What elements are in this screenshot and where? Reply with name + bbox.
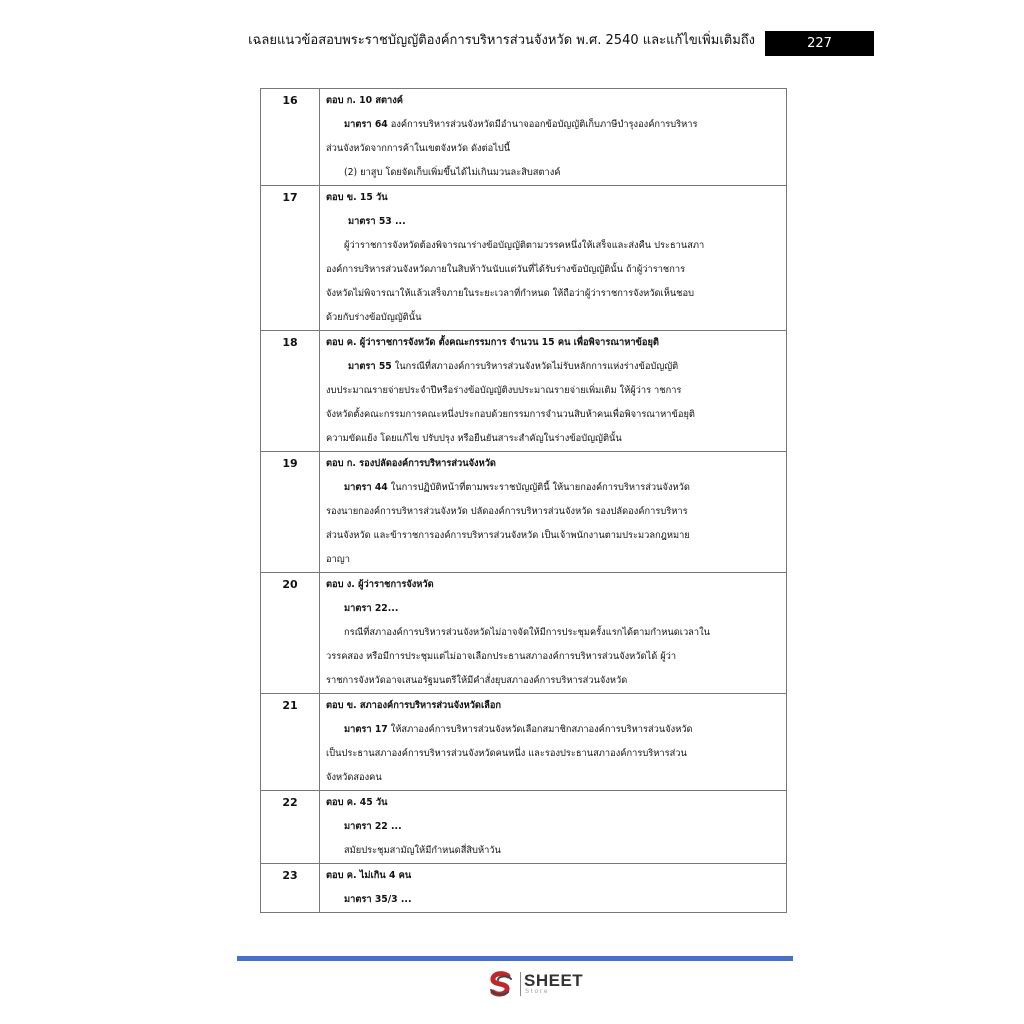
answer-explanation — [320, 186, 787, 331]
explanation-line — [326, 403, 780, 427]
answer-line — [326, 89, 780, 113]
answer-row — [261, 89, 787, 186]
answer-explanation — [320, 791, 787, 864]
answer-line — [326, 864, 780, 888]
line-text: เป็นประธานสภาองค์การบริหารส่วนจังหวัดคนหนึ่ง และรองประธานสภาองค์การบริหารส่วน — [326, 748, 687, 759]
explanation-line — [326, 742, 780, 766]
line-text: อาญา — [326, 554, 350, 565]
line-text: องค์การบริหารส่วนจังหวัดภายในสิบห้าวันนับแต่วันที่ได้รับร่างข้อบัญญัตินั้น ถ้าผู้ว่าราชการ — [326, 264, 686, 275]
explanation-line — [326, 500, 780, 524]
logo-subtext: Store — [525, 989, 550, 995]
explanation-line — [326, 669, 780, 693]
answer-row — [261, 331, 787, 452]
answer-row — [261, 186, 787, 331]
explanation-line — [326, 355, 780, 379]
section-reference: มาตรา 44 — [344, 482, 388, 493]
line-text: จังหวัดตั้งคณะกรรมการคณะหนึ่งประกอบด้วยกรรมการจำนวนสิบห้าคนเพื่อพิจารณาหาข้อยุติ — [326, 409, 695, 420]
line-text: ส่วนจังหวัดจากการค้าในเขตจังหวัด ดังต่อไปนี้ — [326, 143, 511, 154]
explanation-line — [326, 597, 780, 621]
answer-row — [261, 694, 787, 791]
page-header-title: เฉลยแนวข้อสอบพระราชบัญญัติองค์การบริหารส่วนจังหวัด พ.ศ. 2540 และแก้ไขเพิ่มเติมถึง — [248, 33, 755, 48]
answer-line — [326, 791, 780, 815]
question-number: 17 — [261, 186, 320, 331]
section-reference: มาตรา 55 — [348, 361, 392, 372]
explanation-line — [326, 815, 780, 839]
answer-explanation — [320, 452, 787, 573]
explanation-line — [326, 839, 780, 863]
line-text: กรณีที่สภาองค์การบริหารส่วนจังหวัดไม่อาจจัดให้มีการประชุมครั้งแรกได้ตามกำหนดเวลาใน — [344, 627, 710, 638]
line-text: ตอบ ข. 15 วัน — [326, 192, 388, 203]
logo-separator — [520, 972, 521, 996]
explanation-line — [326, 234, 780, 258]
explanation-line — [326, 888, 780, 912]
section-reference: มาตรา 53 ... — [348, 216, 406, 227]
explanation-line — [326, 137, 780, 161]
answer-line — [326, 694, 780, 718]
line-text: ตอบ ค. ผู้ว่าราชการจังหวัด ตั้งคณะกรรมการ จำนวน 15 คน เพื่อพิจารณาหาข้อยุติ — [326, 337, 659, 348]
line-text: ตอบ ก. 10 สตางค์ — [326, 95, 404, 106]
explanation-line — [326, 645, 780, 669]
question-number: 20 — [261, 573, 320, 694]
line-text: สมัยประชุมสามัญให้มีกำหนดสี่สิบห้าวัน — [344, 845, 501, 856]
line-text: ตอบ ก. รองปลัดองค์การบริหารส่วนจังหวัด — [326, 458, 496, 469]
line-text: ส่วนจังหวัด และข้าราชการองค์การบริหารส่วนจังหวัด เป็นเจ้าพนักงานตามประมวลกฎหมาย — [326, 530, 690, 541]
line-text: ด้วยกับร่างข้อบัญญัตินั้น — [326, 312, 422, 323]
section-reference: มาตรา 22... — [344, 603, 399, 614]
question-number: 23 — [261, 864, 320, 913]
explanation-line — [326, 258, 780, 282]
line-text: ตอบ ค. 45 วัน — [326, 797, 388, 808]
answer-line — [326, 452, 780, 476]
question-number: 18 — [261, 331, 320, 452]
question-number: 21 — [261, 694, 320, 791]
answer-explanation — [320, 331, 787, 452]
line-text: ตอบ ค. ไม่เกิน 4 คน — [326, 870, 412, 881]
line-text: ตอบ ข. สภาองค์การบริหารส่วนจังหวัดเลือก — [326, 700, 502, 711]
section-reference: มาตรา 64 — [344, 119, 388, 130]
line-text: รองนายกองค์การบริหารส่วนจังหวัด ปลัดองค์การบริหารส่วนจังหวัด รองปลัดองค์การบริหาร — [326, 506, 688, 517]
explanation-line — [326, 210, 780, 234]
answer-row — [261, 791, 787, 864]
question-number: 19 — [261, 452, 320, 573]
line-text: ผู้ว่าราชการจังหวัดต้องพิจารณาร่างข้อบัญญัติตามวรรคหนึ่งให้เสร็จและส่งคืน ประธานสภา — [344, 240, 705, 251]
question-number: 16 — [261, 89, 320, 186]
line-text: ตอบ ง. ผู้ว่าราชการจังหวัด — [326, 579, 434, 590]
question-number: 22 — [261, 791, 320, 864]
answer-table — [260, 88, 787, 913]
explanation-line — [326, 524, 780, 548]
answer-explanation — [320, 89, 787, 186]
line-text: ในการปฏิบัติหน้าที่ตามพระราชบัญญัตินี้ ให้นายกองค์การบริหารส่วนจังหวัด — [387, 482, 690, 493]
line-text: จังหวัดไม่พิจารณาให้แล้วเสร็จภายในระยะเวลาที่กำหนด ให้ถือว่าผู้ว่าราชการจังหวัดเห็นชอบ — [326, 288, 694, 299]
explanation-line — [326, 306, 780, 330]
line-text: งบประมาณรายจ่ายประจำปีหรือร่างข้อบัญญัติงบประมาณรายจ่ายเพิ่มเติม ให้ผู้ว่าร าชการ — [326, 385, 682, 396]
explanation-line — [326, 427, 780, 451]
line-text: ราชการจังหวัดอาจเสนอรัฐมนตรีให้มีคำสั่งยุบสภาองค์การบริหารส่วนจังหวัด — [326, 675, 628, 686]
answer-line — [326, 186, 780, 210]
line-text: ในกรณีที่สภาองค์การบริหารส่วนจังหวัดไม่รับหลักการแห่งร่างข้อบัญญัติ — [391, 361, 679, 372]
page-number-box — [765, 31, 874, 56]
answer-table-body — [261, 89, 787, 913]
sheet-store-logo-icon — [486, 970, 516, 1000]
explanation-line — [326, 476, 780, 500]
explanation-line — [326, 621, 780, 645]
line-text: ความขัดแย้ง โดยแก้ไข ปรับปรุง หรือยืนยันสาระสำคัญในร่างข้อบัญญัตินั้น — [326, 433, 622, 444]
footer-divider — [237, 956, 793, 961]
explanation-line — [326, 766, 780, 790]
line-text: องค์การบริหารส่วนจังหวัดมีอำนาจออกข้อบัญญัติเก็บภาษีบำรุงองค์การบริหาร — [387, 119, 698, 130]
answer-row — [261, 864, 787, 913]
explanation-line — [326, 161, 780, 185]
logo-wordmark: SHEET — [524, 971, 584, 990]
explanation-line — [326, 282, 780, 306]
explanation-line — [326, 379, 780, 403]
explanation-line — [326, 113, 780, 137]
answer-row — [261, 452, 787, 573]
answer-line — [326, 331, 780, 355]
line-text: จังหวัดสองคน — [326, 772, 382, 783]
line-text: ให้สภาองค์การบริหารส่วนจังหวัดเลือกสมาชิกสภาองค์การบริหารส่วนจังหวัด — [387, 724, 693, 735]
page-number: 227 — [807, 36, 832, 51]
answer-row — [261, 573, 787, 694]
answer-explanation — [320, 694, 787, 791]
section-reference: มาตรา 35/3 ... — [344, 894, 412, 905]
line-text: วรรคสอง หรือมีการประชุมแต่ไม่อาจเลือกประธานสภาองค์การบริหารส่วนจังหวัดได้ ผู้ว่า — [326, 651, 677, 662]
explanation-line — [326, 548, 780, 572]
section-reference: มาตรา 22 ... — [344, 821, 402, 832]
line-text: (2) ยาสูบ โดยจัดเก็บเพิ่มขึ้นได้ไม่เกินมวนละสิบสตางค์ — [344, 167, 561, 178]
explanation-line — [326, 718, 780, 742]
answer-explanation — [320, 864, 787, 913]
answer-line — [326, 573, 780, 597]
answer-explanation — [320, 573, 787, 694]
section-reference: มาตรา 17 — [344, 724, 388, 735]
